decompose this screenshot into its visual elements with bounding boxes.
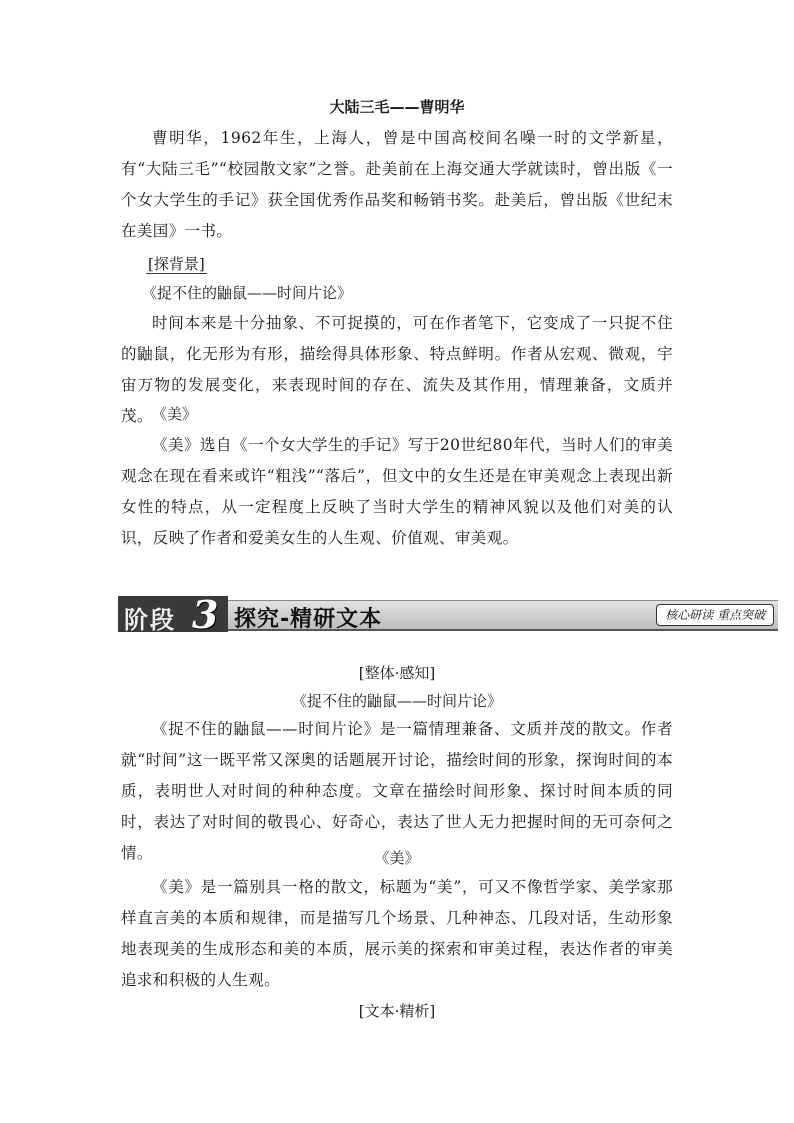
- stage-number: 3: [192, 592, 219, 637]
- bg-work2-title: 《美》: [152, 405, 198, 423]
- study-work1-paragraph: [121, 714, 673, 869]
- explore-background-label: [146, 253, 207, 274]
- stage-badge: [118, 592, 228, 637]
- banner-title: 探究-精研文本: [234, 607, 383, 632]
- bg-work1-text: 时间本来是十分抽象、不可捉摸的，可在作者笔下，它变成了一只捉不住的鼬鼠，化无形为有形，描绘得具体形象、特点鲜明。作者从宏观、微观，宇宙万物的发展变化，来表现时间的存在、流失及其作用，情理兼备，文质并茂。: [121, 314, 673, 425]
- author-heading: 大陆三毛——曹明华: [329, 98, 465, 116]
- bg-work1-title: 《捉不住的鼬鼠——时间片论》: [142, 284, 353, 302]
- study-work1-title: 《捉不住的鼬鼠——时间片论》: [291, 692, 502, 710]
- stage-banner: [118, 592, 778, 637]
- study-work2-paragraph: [121, 872, 673, 996]
- study-work1-text: 《捉不住的鼬鼠——时间片论》是一篇情理兼备、文质并茂的散文。作者就“时间”这一既平常又深奥的话题展开讨论，描绘时间的形象，探询时间的本质，表明世人对时间的种种态度。文章在描绘时间形象、探讨时间本质的同时，表达了对时间的敬畏心、好奇心，表达了世人无力把握时间的无可奈何之情。: [121, 720, 673, 862]
- bg-work2-text: 《美》选自《一个女大学生的手记》写于20世纪80年代，当时人们的审美观念在现在看来或许“粗浅”“落后”，但文中的女生还是在审美观念上表现出新女性的特点，从一定程度上反映了当时大学生的精神风貌以及他们对美的认识，反映了作者和爱美女生的人生观、价值观、审美观。: [121, 436, 673, 547]
- study-work2-title: 《美》: [374, 849, 420, 867]
- author-paragraph: [121, 123, 673, 247]
- study-work2-text: 《美》是一篇别具一格的散文，标题为“美”，可又不像哲学家、美学家那样直言美的本质和规律，而是描写几个场景、几种神态、几段对话，生动形象地表现美的生成形态和美的本质，展示美的探索和审美过程，表达作者的审美追求和积极的人生观。: [121, 878, 673, 989]
- explore-background-text: [探背景]: [148, 255, 205, 273]
- overall-perception-label: [整体·感知]: [358, 664, 436, 682]
- stage-word: 阶段: [124, 606, 176, 634]
- bg-work2-paragraph: [121, 430, 673, 554]
- banner-tag: 核心研读 重点突破: [656, 604, 774, 626]
- author-bio-text: 曹明华，1962年生，上海人，曾是中国高校间名噪一时的文学新星，有“大陆三毛”“校园散文家”之誉。赴美前在上海交通大学就读时，曾出版《一个女大学生的手记》获全国优秀作品奖和畅销书奖。赴美后，曾出版《世纪末在美国》一书。: [121, 129, 673, 240]
- text-analysis-label: [文本·精析]: [358, 1002, 436, 1020]
- bg-work1-paragraph: [121, 308, 673, 432]
